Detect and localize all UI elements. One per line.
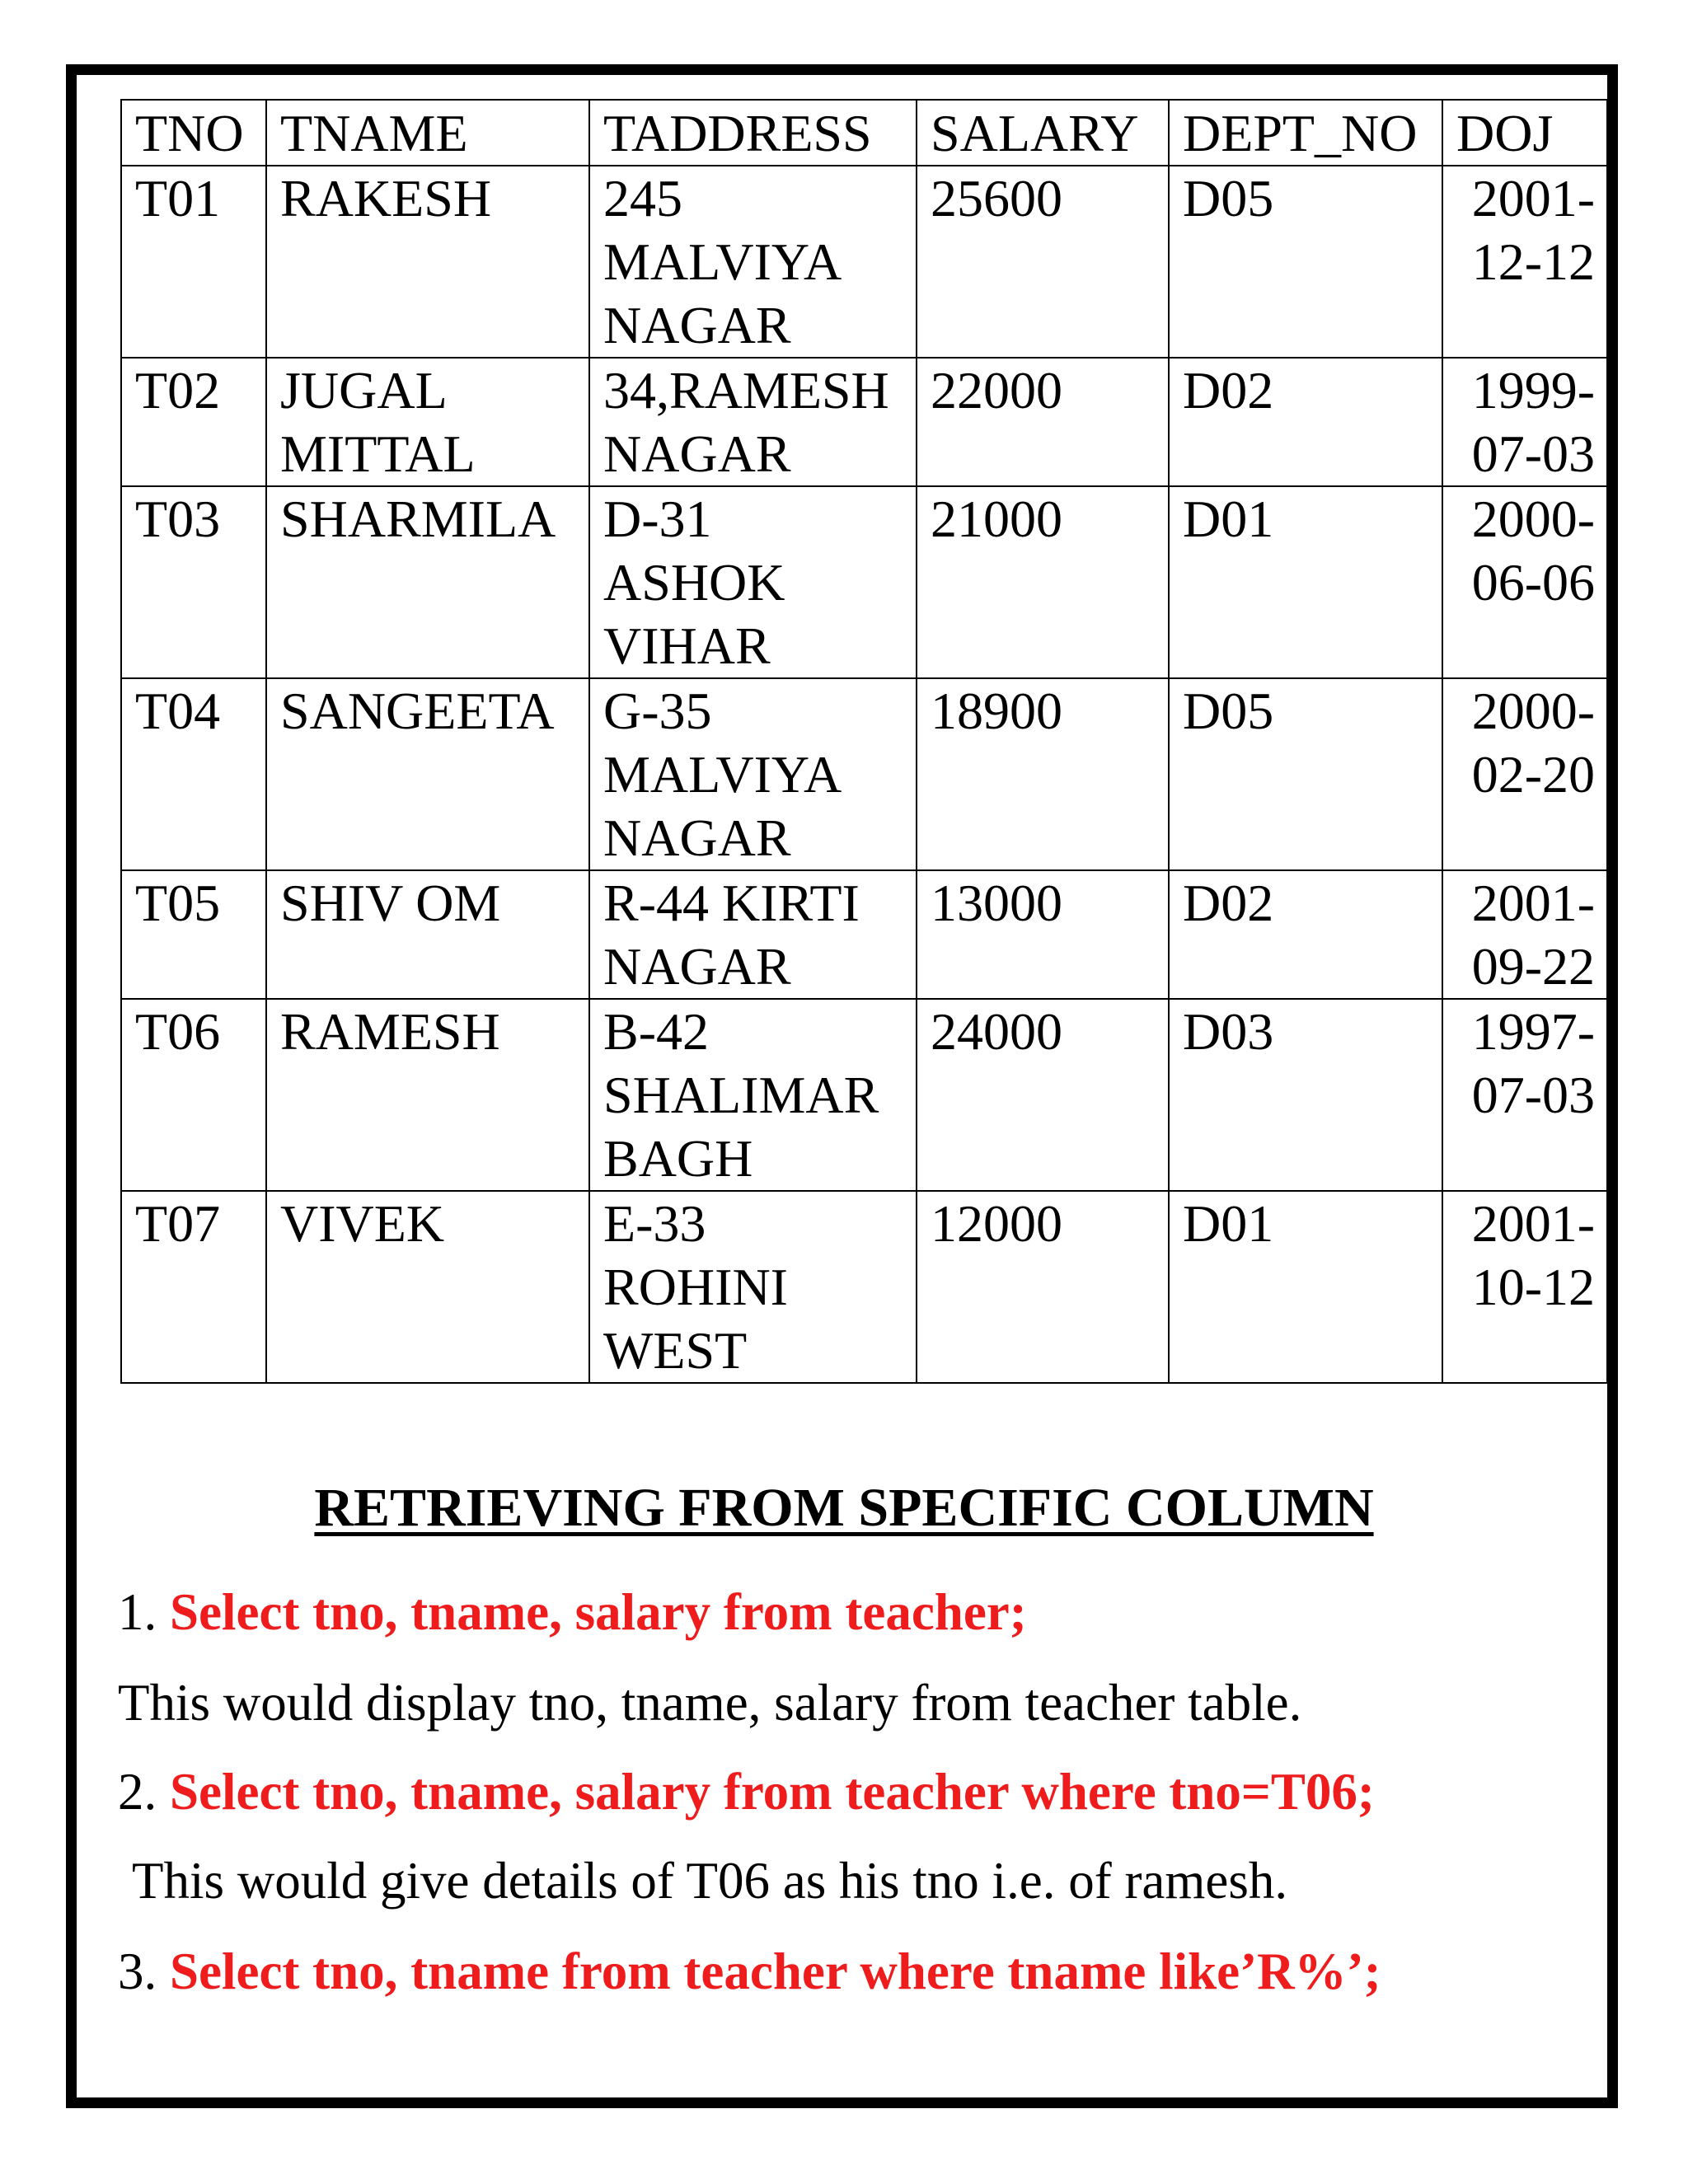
cell-taddress-line: NAGAR xyxy=(603,937,791,996)
cell-taddress xyxy=(589,678,917,870)
header-dept-no: DEPT_NO xyxy=(1169,100,1442,166)
cell-tname-line: JUGAL xyxy=(280,361,448,419)
cell-tno: T04 xyxy=(121,678,266,870)
cell-taddress xyxy=(589,1191,917,1383)
cell-taddress-line: R-44 KIRTI xyxy=(603,874,860,932)
cell-dept-no: D01 xyxy=(1169,1191,1442,1383)
table-header-row xyxy=(121,100,1607,166)
table-row xyxy=(121,486,1607,678)
query-3-sql: Select tno, tname from teacher where tname like’R%’; xyxy=(170,1943,1381,2000)
cell-salary: 25600 xyxy=(917,166,1169,358)
cell-taddress-line: ROHINI xyxy=(603,1258,788,1316)
cell-taddress-line: MALVIYA xyxy=(603,232,842,291)
cell-tname-line: MITTAL xyxy=(280,424,476,483)
cell-taddress xyxy=(589,486,917,678)
cell-tname-line: RAMESH xyxy=(280,1002,500,1061)
cell-taddress-line: D-31 xyxy=(603,490,712,548)
header-tno: TNO xyxy=(121,100,266,166)
cell-salary: 24000 xyxy=(917,999,1169,1191)
cell-tname-line: SHIV OM xyxy=(280,874,501,932)
cell-taddress-line: 245 xyxy=(603,169,682,227)
cell-tno: T01 xyxy=(121,166,266,358)
cell-tname xyxy=(266,678,589,870)
cell-doj xyxy=(1442,358,1607,486)
cell-doj-line: 12-12 xyxy=(1471,232,1595,291)
query-3-number: 3. xyxy=(118,1943,170,2000)
cell-doj-line: 02-20 xyxy=(1471,745,1595,804)
cell-taddress-line: VIHAR xyxy=(603,616,771,675)
cell-doj xyxy=(1442,870,1607,999)
cell-taddress xyxy=(589,870,917,999)
cell-tno: T02 xyxy=(121,358,266,486)
section-heading xyxy=(0,1475,1688,1541)
cell-doj xyxy=(1442,486,1607,678)
cell-tname-line: SANGEETA xyxy=(280,682,555,740)
cell-taddress-line: G-35 xyxy=(603,682,712,740)
cell-tno: T07 xyxy=(121,1191,266,1383)
cell-tname xyxy=(266,999,589,1191)
table-row xyxy=(121,870,1607,999)
cell-taddress-line: B-42 xyxy=(603,1002,709,1061)
header-taddress: TADDRESS xyxy=(589,100,917,166)
cell-tname xyxy=(266,358,589,486)
query-1-sql: Select tno, tname, salary from teacher; xyxy=(170,1583,1027,1641)
table-row xyxy=(121,678,1607,870)
cell-tname-line: RAKESH xyxy=(280,169,492,227)
cell-tname xyxy=(266,166,589,358)
table-row xyxy=(121,166,1607,358)
header-salary: SALARY xyxy=(917,100,1169,166)
cell-dept-no: D03 xyxy=(1169,999,1442,1191)
query-3 xyxy=(118,1940,1381,2003)
header-tname: TNAME xyxy=(266,100,589,166)
cell-tname-line: VIVEK xyxy=(280,1194,445,1253)
query-2-number: 2. xyxy=(118,1763,170,1821)
cell-doj-line: 07-03 xyxy=(1471,424,1595,483)
query-1-number: 1. xyxy=(118,1583,170,1641)
cell-doj-line: 2000- xyxy=(1471,490,1595,548)
explanation-1: This would display tno, tname, salary from teacher table. xyxy=(118,1674,1302,1732)
header-doj: DOJ xyxy=(1442,100,1607,166)
cell-taddress xyxy=(589,166,917,358)
table-row xyxy=(121,1191,1607,1383)
query-1 xyxy=(118,1581,1027,1643)
cell-doj-line: 2001- xyxy=(1471,874,1595,932)
section-heading-text: RETRIEVING FROM SPECIFIC COLUMN xyxy=(314,1478,1374,1538)
cell-doj-line: 2001- xyxy=(1471,1194,1595,1253)
cell-doj xyxy=(1442,999,1607,1191)
cell-doj xyxy=(1442,166,1607,358)
cell-taddress-line: ASHOK xyxy=(603,553,785,612)
teacher-table xyxy=(120,99,1608,1384)
cell-doj-line: 10-12 xyxy=(1471,1258,1595,1316)
cell-taddress-line: SHALIMAR xyxy=(603,1066,879,1124)
cell-dept-no: D05 xyxy=(1169,166,1442,358)
cell-tname xyxy=(266,1191,589,1383)
cell-tno: T05 xyxy=(121,870,266,999)
cell-doj xyxy=(1442,678,1607,870)
explanation-2: This would give details of T06 as his tno i.e. of ramesh. xyxy=(132,1852,1288,1910)
cell-doj-line: 1999- xyxy=(1471,361,1595,419)
cell-dept-no: D01 xyxy=(1169,486,1442,678)
cell-salary: 13000 xyxy=(917,870,1169,999)
cell-dept-no: D02 xyxy=(1169,870,1442,999)
cell-taddress xyxy=(589,999,917,1191)
cell-doj-line: 1997- xyxy=(1471,1002,1595,1061)
cell-doj-line: 07-03 xyxy=(1471,1066,1595,1124)
query-2-sql: Select tno, tname, salary from teacher where tno=T06; xyxy=(170,1763,1375,1821)
cell-taddress-line: E-33 xyxy=(603,1194,706,1253)
cell-tname xyxy=(266,870,589,999)
cell-dept-no: D02 xyxy=(1169,358,1442,486)
cell-doj-line: 2000- xyxy=(1471,682,1595,740)
cell-salary: 22000 xyxy=(917,358,1169,486)
cell-salary: 21000 xyxy=(917,486,1169,678)
cell-salary: 12000 xyxy=(917,1191,1169,1383)
table-body xyxy=(121,166,1607,1383)
cell-taddress-line: NAGAR xyxy=(603,296,791,354)
cell-doj xyxy=(1442,1191,1607,1383)
cell-tname xyxy=(266,486,589,678)
cell-taddress-line: WEST xyxy=(603,1321,748,1380)
cell-taddress-line: NAGAR xyxy=(603,808,791,867)
cell-taddress-line: 34,RAMESH xyxy=(603,361,889,419)
cell-taddress xyxy=(589,358,917,486)
cell-tno: T03 xyxy=(121,486,266,678)
cell-doj-line: 2001- xyxy=(1471,169,1595,227)
cell-tno: T06 xyxy=(121,999,266,1191)
table-row xyxy=(121,999,1607,1191)
cell-dept-no: D05 xyxy=(1169,678,1442,870)
cell-taddress-line: MALVIYA xyxy=(603,745,842,804)
cell-salary: 18900 xyxy=(917,678,1169,870)
cell-doj-line: 06-06 xyxy=(1471,553,1595,612)
cell-tname-line: SHARMILA xyxy=(280,490,556,548)
query-2 xyxy=(118,1760,1375,1823)
table-row xyxy=(121,358,1607,486)
cell-taddress-line: BAGH xyxy=(603,1129,753,1188)
cell-taddress-line: NAGAR xyxy=(603,424,791,483)
cell-doj-line: 09-22 xyxy=(1471,937,1595,996)
